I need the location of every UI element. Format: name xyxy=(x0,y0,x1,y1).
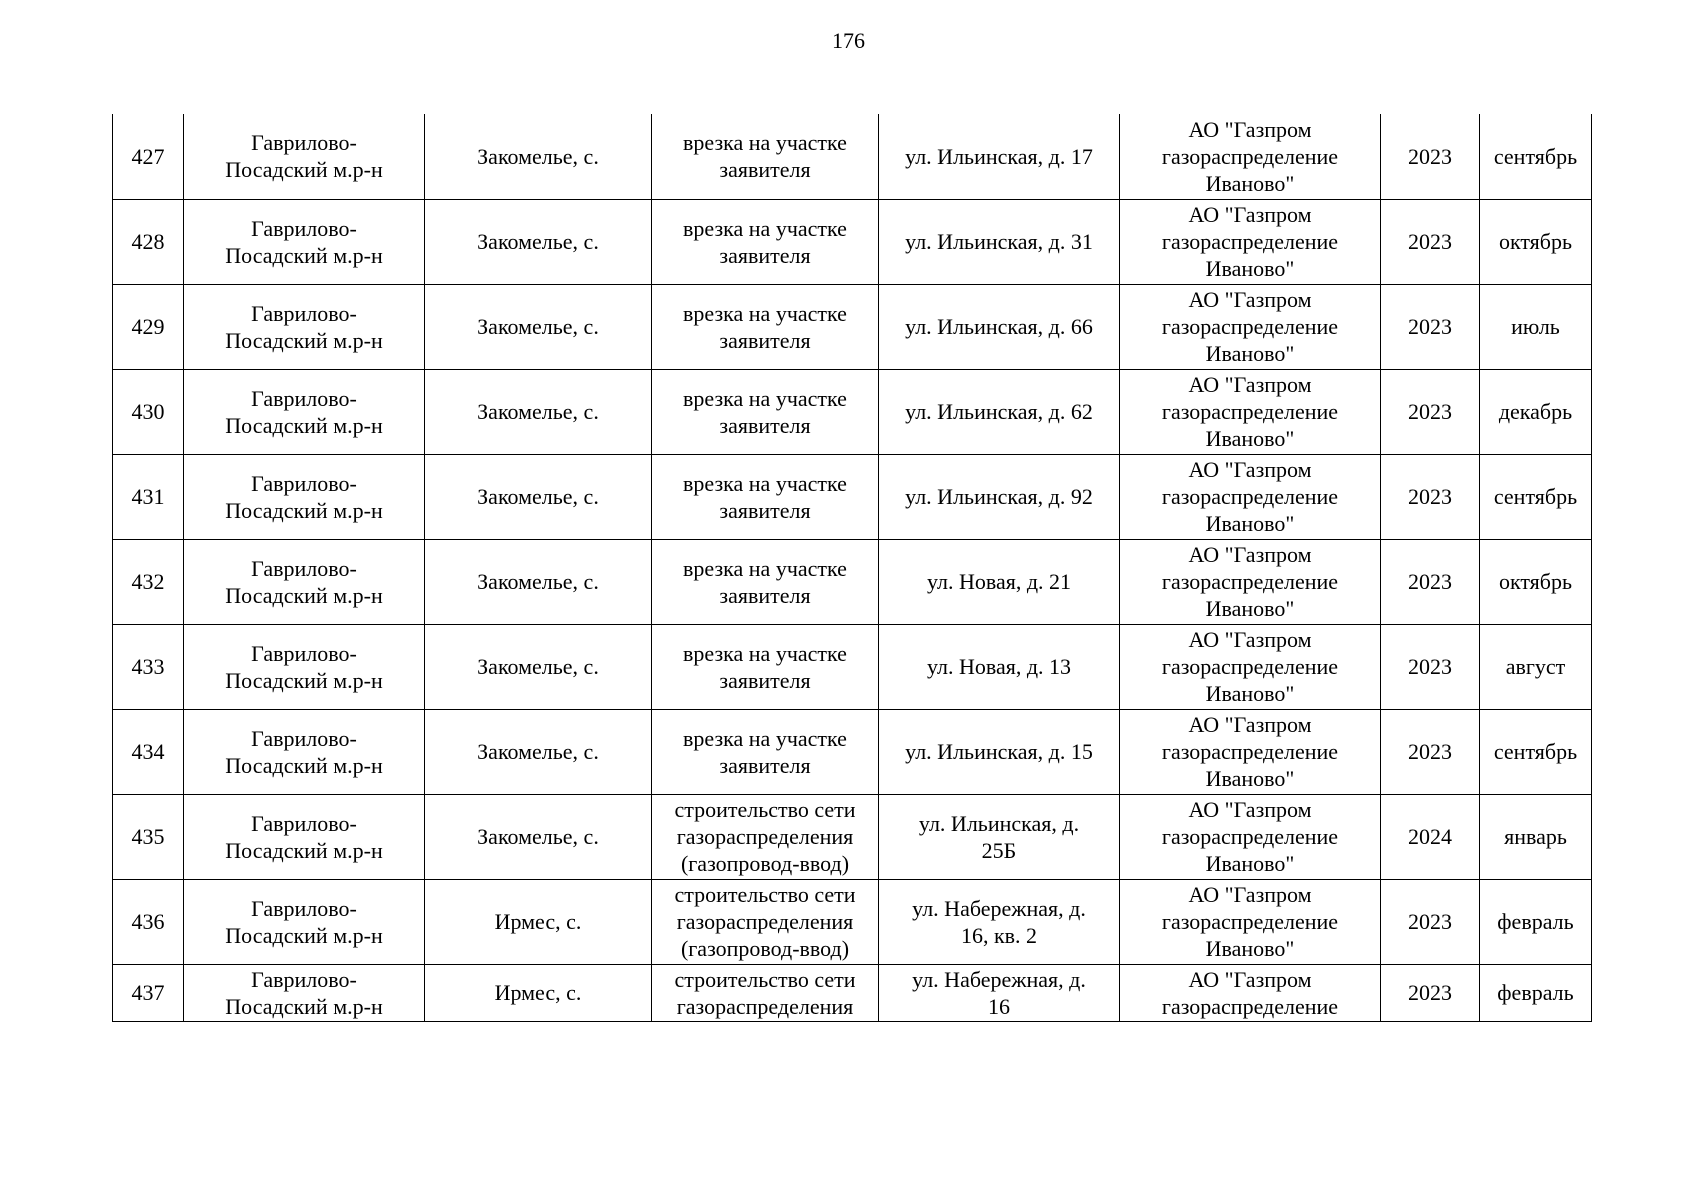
cell-number: 435 xyxy=(113,794,184,879)
cell-locality: Закомелье, с. xyxy=(425,284,652,369)
cell-number: 429 xyxy=(113,284,184,369)
cell-organization: АО "Газпром газораспределение Иваново" xyxy=(1120,539,1381,624)
cell-address: ул. Новая, д. 13 xyxy=(879,624,1120,709)
cell-number: 432 xyxy=(113,539,184,624)
cell-work-type: врезка на участке заявителя xyxy=(652,454,879,539)
table-row xyxy=(113,879,1592,964)
cell-address: ул. Ильинская, д. 15 xyxy=(879,709,1120,794)
cell-district: Гаврилово- Посадский м.р-н xyxy=(184,369,425,454)
cell-work-type: врезка на участке заявителя xyxy=(652,114,879,199)
cell-year: 2024 xyxy=(1381,794,1480,879)
cell-number: 428 xyxy=(113,199,184,284)
cell-year: 2023 xyxy=(1381,369,1480,454)
cell-address: ул. Ильинская, д. 17 xyxy=(879,114,1120,199)
cell-district: Гаврилово- Посадский м.р-н xyxy=(184,964,425,1021)
table-body xyxy=(113,114,1592,1021)
cell-year: 2023 xyxy=(1381,624,1480,709)
cell-year: 2023 xyxy=(1381,114,1480,199)
cell-month: февраль xyxy=(1480,964,1592,1021)
table-row xyxy=(113,539,1592,624)
cell-year: 2023 xyxy=(1381,454,1480,539)
cell-locality: Ирмес, с. xyxy=(425,879,652,964)
cell-locality: Закомелье, с. xyxy=(425,624,652,709)
cell-work-type: врезка на участке заявителя xyxy=(652,199,879,284)
cell-year: 2023 xyxy=(1381,964,1480,1021)
cell-address: ул. Набережная, д. 16 xyxy=(879,964,1120,1021)
cell-year: 2023 xyxy=(1381,539,1480,624)
cell-month: сентябрь xyxy=(1480,709,1592,794)
table-row xyxy=(113,284,1592,369)
cell-locality: Закомелье, с. xyxy=(425,114,652,199)
cell-organization: АО "Газпром газораспределение Иваново" xyxy=(1120,284,1381,369)
cell-month: сентябрь xyxy=(1480,454,1592,539)
cell-month: январь xyxy=(1480,794,1592,879)
cell-address: ул. Набережная, д. 16, кв. 2 xyxy=(879,879,1120,964)
cell-year: 2023 xyxy=(1381,284,1480,369)
cell-district: Гаврилово- Посадский м.р-н xyxy=(184,539,425,624)
table-row xyxy=(113,114,1592,199)
cell-organization: АО "Газпром газораспределение xyxy=(1120,964,1381,1021)
cell-district: Гаврилово- Посадский м.р-н xyxy=(184,709,425,794)
cell-number: 434 xyxy=(113,709,184,794)
cell-work-type: врезка на участке заявителя xyxy=(652,284,879,369)
cell-address: ул. Ильинская, д. 25Б xyxy=(879,794,1120,879)
cell-district: Гаврилово- Посадский м.р-н xyxy=(184,879,425,964)
table-row xyxy=(113,369,1592,454)
cell-organization: АО "Газпром газораспределение Иваново" xyxy=(1120,624,1381,709)
table-row xyxy=(113,199,1592,284)
cell-organization: АО "Газпром газораспределение Иваново" xyxy=(1120,369,1381,454)
cell-district: Гаврилово- Посадский м.р-н xyxy=(184,284,425,369)
cell-locality: Закомелье, с. xyxy=(425,369,652,454)
cell-address: ул. Ильинская, д. 62 xyxy=(879,369,1120,454)
cell-month: июль xyxy=(1480,284,1592,369)
cell-address: ул. Ильинская, д. 66 xyxy=(879,284,1120,369)
cell-year: 2023 xyxy=(1381,879,1480,964)
cell-work-type: строительство сети газораспределения xyxy=(652,964,879,1021)
cell-organization: АО "Газпром газораспределение Иваново" xyxy=(1120,709,1381,794)
cell-locality: Ирмес, с. xyxy=(425,964,652,1021)
cell-district: Гаврилово- Посадский м.р-н xyxy=(184,624,425,709)
cell-year: 2023 xyxy=(1381,709,1480,794)
page-number: 176 xyxy=(832,28,865,53)
cell-address: ул. Ильинская, д. 92 xyxy=(879,454,1120,539)
cell-work-type: врезка на участке заявителя xyxy=(652,539,879,624)
cell-month: февраль xyxy=(1480,879,1592,964)
cell-number: 427 xyxy=(113,114,184,199)
table-row xyxy=(113,794,1592,879)
cell-work-type: врезка на участке заявителя xyxy=(652,369,879,454)
cell-district: Гаврилово- Посадский м.р-н xyxy=(184,114,425,199)
cell-locality: Закомелье, с. xyxy=(425,709,652,794)
cell-month: декабрь xyxy=(1480,369,1592,454)
cell-organization: АО "Газпром газораспределение Иваново" xyxy=(1120,199,1381,284)
cell-month: октябрь xyxy=(1480,539,1592,624)
cell-organization: АО "Газпром газораспределение Иваново" xyxy=(1120,114,1381,199)
cell-organization: АО "Газпром газораспределение Иваново" xyxy=(1120,879,1381,964)
cell-work-type: врезка на участке заявителя xyxy=(652,709,879,794)
gasification-schedule-table xyxy=(112,114,1592,1022)
cell-work-type: строительство сети газораспределения (газопровод-ввод) xyxy=(652,879,879,964)
cell-address: ул. Новая, д. 21 xyxy=(879,539,1120,624)
table-row xyxy=(113,964,1592,1021)
cell-month: сентябрь xyxy=(1480,114,1592,199)
cell-number: 436 xyxy=(113,879,184,964)
cell-district: Гаврилово- Посадский м.р-н xyxy=(184,199,425,284)
cell-district: Гаврилово- Посадский м.р-н xyxy=(184,454,425,539)
cell-address: ул. Ильинская, д. 31 xyxy=(879,199,1120,284)
cell-month: август xyxy=(1480,624,1592,709)
cell-locality: Закомелье, с. xyxy=(425,539,652,624)
cell-number: 433 xyxy=(113,624,184,709)
cell-work-type: врезка на участке заявителя xyxy=(652,624,879,709)
cell-month: октябрь xyxy=(1480,199,1592,284)
table-row xyxy=(113,709,1592,794)
table-row xyxy=(113,624,1592,709)
cell-district: Гаврилово- Посадский м.р-н xyxy=(184,794,425,879)
cell-number: 437 xyxy=(113,964,184,1021)
table-row xyxy=(113,454,1592,539)
cell-locality: Закомелье, с. xyxy=(425,454,652,539)
cell-work-type: строительство сети газораспределения (газопровод-ввод) xyxy=(652,794,879,879)
cell-organization: АО "Газпром газораспределение Иваново" xyxy=(1120,454,1381,539)
cell-year: 2023 xyxy=(1381,199,1480,284)
cell-number: 430 xyxy=(113,369,184,454)
cell-locality: Закомелье, с. xyxy=(425,794,652,879)
cell-organization: АО "Газпром газораспределение Иваново" xyxy=(1120,794,1381,879)
cell-number: 431 xyxy=(113,454,184,539)
cell-locality: Закомелье, с. xyxy=(425,199,652,284)
